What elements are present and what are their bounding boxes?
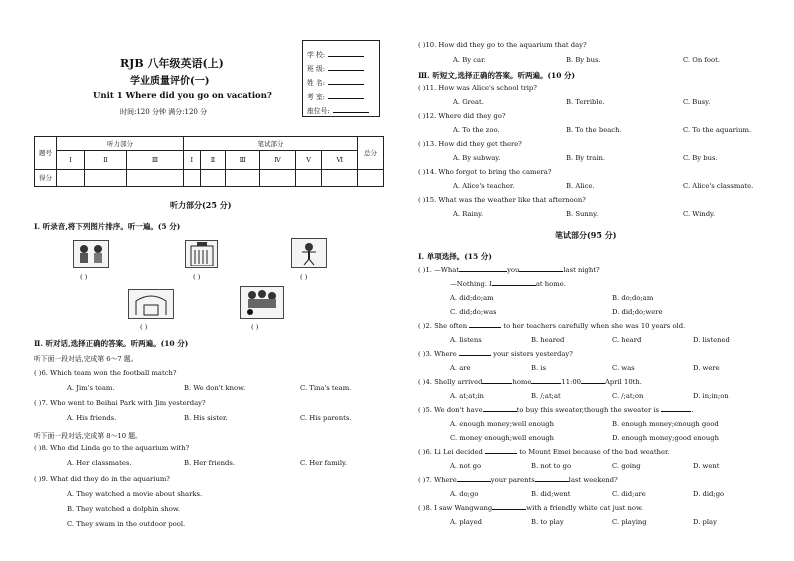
- q8-option-c[interactable]: C. Her family.: [300, 459, 348, 467]
- question-7: ( )7. Who went to Beihai Park with Jim yesterday?: [34, 399, 206, 407]
- q9-option-c[interactable]: C. They swam in the outdoor pool.: [67, 520, 186, 528]
- w3-option-c[interactable]: C. was: [612, 364, 635, 372]
- picture-answer-5[interactable]: ( ): [251, 323, 259, 331]
- child-icon: [293, 240, 325, 266]
- q6-option-a[interactable]: A. Jim's team.: [67, 384, 115, 392]
- w5-option-d[interactable]: D. enough money;good enough: [612, 434, 719, 442]
- row-label-question: 题号: [35, 137, 57, 170]
- w4-option-c[interactable]: C. /;at;on: [612, 392, 644, 400]
- q15-option-a[interactable]: A. Rainy.: [453, 210, 484, 218]
- written-q8: ( )8. I saw Wangwang with a friendly white cat just now.: [418, 504, 644, 512]
- written-q6: ( )6. Li Lei decided to Mount Emei because of the bad weather.: [418, 448, 670, 456]
- w6-option-a[interactable]: A. not go: [450, 462, 482, 470]
- q13-option-c[interactable]: C. By bus.: [683, 154, 718, 162]
- instruction-6-7: 听下面一段对话,完成第 6～7 题。: [34, 355, 138, 363]
- w8-option-a[interactable]: A. played: [450, 518, 483, 526]
- col-written-6: Ⅵ: [322, 151, 358, 169]
- col-listening-2: Ⅱ: [84, 151, 126, 169]
- score-cell[interactable]: [226, 169, 260, 186]
- score-cell[interactable]: [127, 169, 184, 186]
- picture-answer-2[interactable]: ( ): [193, 273, 201, 281]
- written-q4: ( )4. Shelly arrived home 11:00 April 10th.: [418, 378, 642, 386]
- w6-option-b[interactable]: B. not to go: [531, 462, 572, 470]
- w4-option-a[interactable]: A. at;at;in: [450, 392, 484, 400]
- col-written-2: Ⅱ: [200, 151, 225, 169]
- w1-option-d[interactable]: D. did;do;were: [612, 308, 663, 316]
- question-14: ( )14. Who forgot to bring the camera?: [418, 168, 552, 176]
- q13-option-a[interactable]: A. By subway.: [453, 154, 501, 162]
- total-header: 总分: [358, 137, 384, 170]
- q12-option-c[interactable]: C. To the aquarium.: [683, 126, 752, 134]
- gate-icon: [130, 291, 172, 317]
- exam-subtitle: 学业质量评价(一): [130, 76, 210, 87]
- picture-park-gate: [128, 289, 174, 319]
- q14-option-b[interactable]: B. Alice.: [566, 182, 595, 190]
- score-cell[interactable]: [322, 169, 358, 186]
- exam-time: 时间:120 分钟 满分:120 分: [120, 108, 208, 116]
- picture-answer-4[interactable]: ( ): [140, 323, 148, 331]
- student-info-box: [302, 40, 380, 117]
- written-q1-line2: —Nothing. I at home.: [450, 280, 566, 288]
- q12-option-b[interactable]: B. To the beach.: [566, 126, 622, 134]
- q6-option-b[interactable]: B. We don't know.: [184, 384, 246, 392]
- picture-building: [185, 240, 218, 268]
- picture-answer-1[interactable]: ( ): [80, 273, 88, 281]
- q8-option-a[interactable]: A. Her classmates.: [67, 459, 132, 467]
- question-13: ( )13. How did they get there?: [418, 140, 522, 148]
- col-written-5: Ⅴ: [295, 151, 322, 169]
- w7-option-c[interactable]: C. did;are: [612, 490, 646, 498]
- listening-section-3: Ⅲ. 听短文,选择正确的答案。听两遍。(10 分): [418, 71, 576, 80]
- listening-section-2: Ⅱ. 听对话,选择正确的答案。听两遍。(10 分): [34, 339, 189, 348]
- score-cell[interactable]: [200, 169, 225, 186]
- question-9: ( )9. What did they do in the aquarium?: [34, 475, 170, 483]
- col-written-1: Ⅰ: [183, 151, 200, 169]
- info-exam-room[interactable]: 考 室:: [307, 91, 364, 101]
- w3-option-b[interactable]: B. is: [531, 364, 546, 372]
- w2-option-a[interactable]: A. listens: [450, 336, 482, 344]
- picture-boy-girl: [73, 240, 109, 268]
- q11-option-b[interactable]: B. Terrible.: [566, 98, 605, 106]
- w5-option-c[interactable]: C. money enough;well enough: [450, 434, 555, 442]
- football-icon: [242, 288, 282, 317]
- q10-option-c[interactable]: C. On foot.: [683, 56, 720, 64]
- info-name[interactable]: 姓 名:: [307, 77, 364, 87]
- question-11: ( )11. How was Alice's school trip?: [418, 84, 537, 92]
- picture-football: [240, 286, 284, 319]
- written-title: 笔试部分(95 分): [555, 230, 617, 240]
- q7-option-a[interactable]: A. His friends.: [67, 414, 117, 422]
- score-cell[interactable]: [358, 169, 384, 186]
- w4-option-b[interactable]: B. /;at;at: [531, 392, 561, 400]
- w7-option-d[interactable]: D. did;go: [693, 490, 725, 498]
- picture-answer-3[interactable]: ( ): [300, 273, 308, 281]
- w3-option-d[interactable]: D. were: [693, 364, 720, 372]
- q15-option-c[interactable]: C. Windy.: [683, 210, 716, 218]
- score-cell[interactable]: [183, 169, 200, 186]
- w2-option-c[interactable]: C. heard: [612, 336, 642, 344]
- written-q2: ( )2. She often to her teachers carefully when she was 10 years old.: [418, 322, 686, 330]
- w2-option-b[interactable]: B. heared: [531, 336, 565, 344]
- listening-header: 听力部分: [57, 137, 184, 151]
- listening-title: 听力部分(25 分): [170, 200, 232, 210]
- col-written-3: Ⅲ: [226, 151, 260, 169]
- w8-option-d[interactable]: D. play: [693, 518, 717, 526]
- score-cell[interactable]: [260, 169, 295, 186]
- q10-option-a[interactable]: A. By car.: [453, 56, 486, 64]
- unit-title: Unit 1 Where did you go on vacation?: [93, 91, 272, 101]
- instruction-8-10: 听下面一段对话,完成第 8～10 题。: [34, 432, 142, 440]
- w3-option-a[interactable]: A. are: [450, 364, 471, 372]
- question-10: ( )10. How did they go to the aquarium that day?: [418, 41, 587, 49]
- q12-option-a[interactable]: A. To the zoo.: [453, 126, 500, 134]
- listening-section-1: Ⅰ. 听录音,将下列图片排序。听一遍。(5 分): [34, 222, 181, 231]
- col-listening-1: Ⅰ: [57, 151, 85, 169]
- w6-option-d[interactable]: D. went: [693, 462, 720, 470]
- w8-option-b[interactable]: B. to play: [531, 518, 564, 526]
- w2-option-d[interactable]: D. listened: [693, 336, 730, 344]
- score-cell[interactable]: [84, 169, 126, 186]
- question-12: ( )12. Where did they go?: [418, 112, 506, 120]
- q15-option-b[interactable]: B. Sunny.: [566, 210, 599, 218]
- row-label-score: 得分: [35, 169, 57, 186]
- w8-option-c[interactable]: C. playing: [612, 518, 647, 526]
- score-table: [34, 136, 384, 187]
- w1-option-c[interactable]: C. did;do;was: [450, 308, 497, 316]
- score-cell[interactable]: [295, 169, 322, 186]
- written-section-1: Ⅰ. 单项选择。(15 分): [418, 252, 492, 261]
- q14-option-a[interactable]: A. Alice's teacher.: [453, 182, 515, 190]
- q11-option-a[interactable]: A. Great.: [453, 98, 484, 106]
- people-icon: [75, 242, 107, 266]
- picture-child-playing: [291, 238, 327, 268]
- score-cell[interactable]: [57, 169, 85, 186]
- info-seat-number[interactable]: 座位号:: [307, 105, 369, 115]
- q8-option-b[interactable]: B. Her friends.: [184, 459, 236, 467]
- w7-option-b[interactable]: B. did;went: [531, 490, 571, 498]
- w5-option-a[interactable]: A. enough money;well enough: [450, 420, 555, 428]
- info-school[interactable]: 学 校:: [307, 49, 364, 59]
- info-class[interactable]: 班 级:: [307, 63, 364, 73]
- w1-option-b[interactable]: B. do;do;am: [612, 294, 654, 302]
- col-listening-3: Ⅲ: [127, 151, 184, 169]
- w7-option-a[interactable]: A. do;go: [450, 490, 479, 498]
- question-8: ( )8. Who did Linda go to the aquarium with?: [34, 444, 190, 452]
- written-q1: ( )1. —What you last night?: [418, 266, 600, 274]
- q7-option-c[interactable]: C. His parents.: [300, 414, 352, 422]
- q11-option-c[interactable]: C. Busy.: [683, 98, 711, 106]
- q9-option-b[interactable]: B. They watched a dolphin show.: [67, 505, 180, 513]
- w6-option-c[interactable]: C. going: [612, 462, 641, 470]
- question-15: ( )15. What was the weather like that afternoon?: [418, 196, 586, 204]
- question-6: ( )6. Which team won the football match?: [34, 369, 177, 377]
- w5-option-b[interactable]: B. enough money;enough good: [612, 420, 719, 428]
- col-written-4: Ⅳ: [260, 151, 295, 169]
- q7-option-b[interactable]: B. His sister.: [184, 414, 228, 422]
- q14-option-c[interactable]: C. Alice's classmate.: [683, 182, 754, 190]
- written-q7: ( )7. Where your parents last weekend?: [418, 476, 618, 484]
- written-header: 笔试部分: [183, 137, 357, 151]
- q9-option-a[interactable]: A. They watched a movie about sharks.: [67, 490, 203, 498]
- q13-option-b[interactable]: B. By train.: [566, 154, 606, 162]
- w4-option-d[interactable]: D. in;in;on: [693, 392, 729, 400]
- building-icon: [188, 242, 216, 266]
- exam-title: RJB 八年级英语(上): [120, 57, 224, 70]
- written-q3: ( )3. Where your sisters yesterday?: [418, 350, 573, 358]
- w1-option-a[interactable]: A. did;do;am: [450, 294, 494, 302]
- q10-option-b[interactable]: B. By bus.: [566, 56, 601, 64]
- q6-option-c[interactable]: C. Tina's team.: [300, 384, 352, 392]
- written-q5: ( )5. We don't have to buy this sweater,though the sweater is .: [418, 406, 694, 414]
